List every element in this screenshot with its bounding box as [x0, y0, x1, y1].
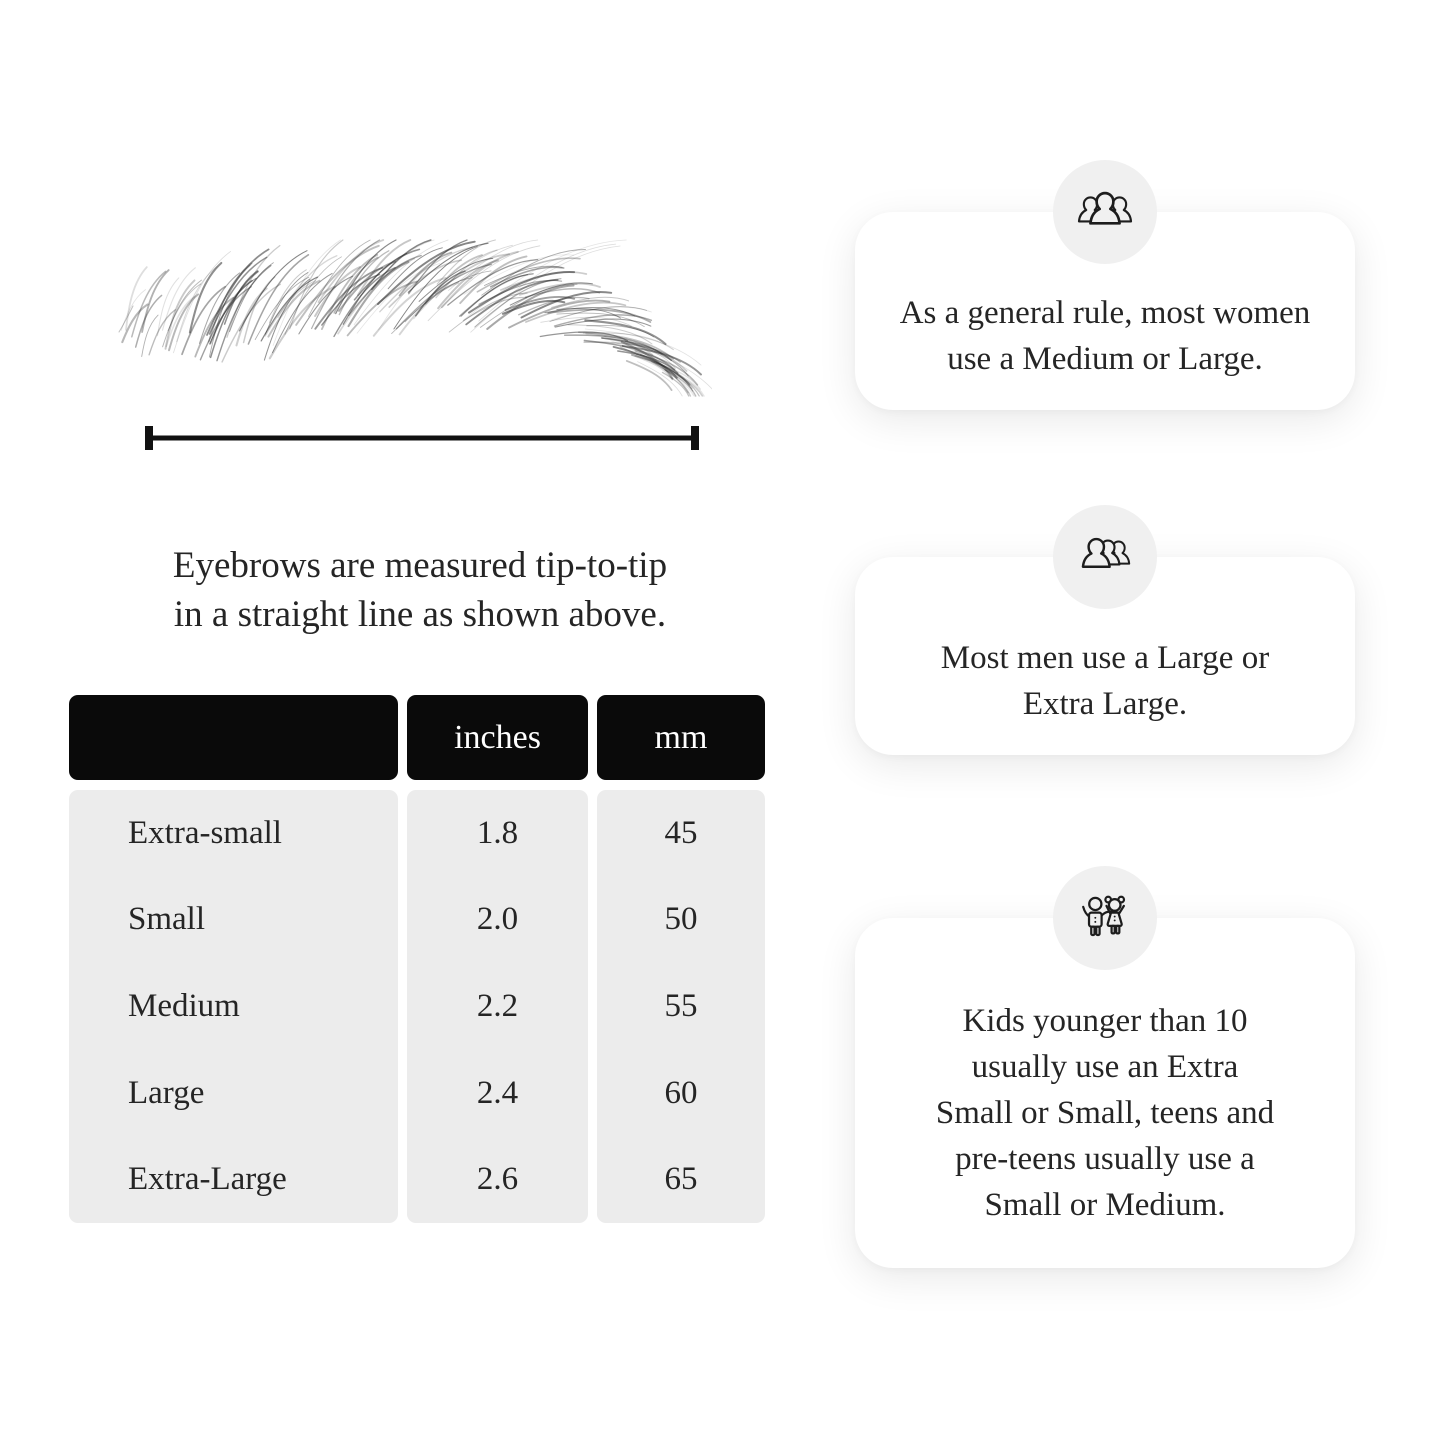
card-text-line: Kids younger than 10 [962, 1003, 1248, 1039]
header-cell-blank [69, 695, 398, 780]
caption-line: Eyebrows are measured tip-to-tip [172, 545, 668, 586]
header-cell-inches: inches [407, 695, 588, 780]
card-text [873, 290, 1337, 382]
icon-circle [1053, 505, 1157, 609]
inches-column [407, 790, 588, 1223]
icon-circle [1053, 160, 1157, 264]
caption-line: in a straight line as shown above. [173, 594, 667, 635]
mm-value: 65 [664, 1161, 698, 1198]
card-text-line: Small or Small, teens and [935, 1095, 1275, 1131]
mm-value: 60 [664, 1074, 698, 1111]
mm-value: 55 [664, 987, 698, 1024]
measurement-line [142, 424, 702, 452]
info-card-women [855, 212, 1355, 410]
mm-value: 45 [664, 814, 698, 851]
header-cell-mm: mm [597, 695, 765, 780]
size-label: Extra-Large [128, 1161, 287, 1198]
eyebrow-illustration [112, 232, 712, 402]
size-label: Small [128, 901, 206, 938]
mm-value: 50 [664, 901, 698, 938]
kids-icon [1074, 887, 1136, 949]
inches-value: 1.8 [476, 814, 519, 851]
men-group-icon [1074, 526, 1136, 588]
inches-value: 2.0 [476, 901, 519, 938]
size-table-body [69, 790, 765, 1223]
card-text-line: use a Medium or Large. [947, 341, 1263, 377]
info-card-kids [855, 918, 1355, 1268]
size-table-header [69, 695, 765, 780]
inches-value: 2.4 [476, 1074, 519, 1111]
women-group-icon [1074, 181, 1136, 243]
measurement-caption [120, 541, 720, 639]
inches-value: 2.2 [476, 987, 519, 1024]
size-label: Extra-small [128, 814, 282, 851]
card-text-line: usually use an Extra [971, 1049, 1239, 1085]
size-table [69, 695, 765, 1223]
size-label: Large [128, 1074, 205, 1111]
size-name-column [69, 790, 398, 1223]
inches-value: 2.6 [476, 1161, 519, 1198]
size-label: Medium [128, 987, 240, 1024]
card-text [873, 998, 1337, 1228]
card-text [873, 635, 1337, 727]
card-text-line: pre-teens usually use a [955, 1141, 1255, 1177]
card-text-line: Extra Large. [1022, 686, 1188, 722]
card-text-line: As a general rule, most women [899, 295, 1311, 331]
card-text-line: Most men use a Large or [940, 640, 1270, 676]
mm-column [597, 790, 765, 1223]
info-card-men [855, 557, 1355, 755]
card-text-line: Small or Medium. [984, 1187, 1226, 1223]
icon-circle [1053, 866, 1157, 970]
